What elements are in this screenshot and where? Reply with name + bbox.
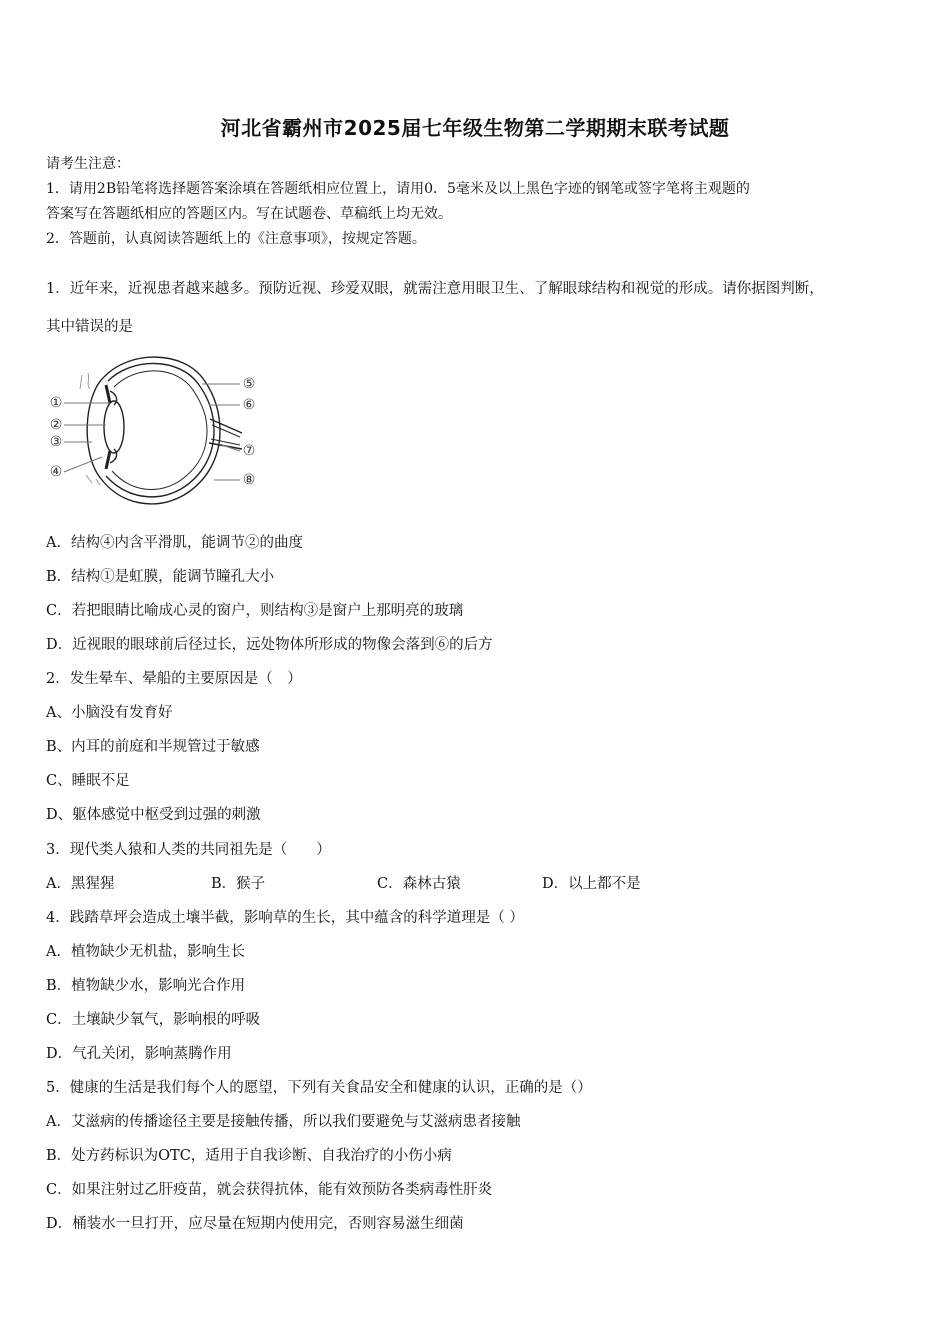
question-4-stem: 4．践踏草坪会造成土壤半截，影响草的生长，其中蕴含的科学道理是（ ）	[46, 910, 524, 926]
question-2-option-c: C、睡眠不足	[46, 773, 130, 789]
question-4-option-a: A．植物缺少无机盐，影响生长	[46, 944, 245, 960]
question-1-option-b: B．结构①是虹膜，能调节瞳孔大小	[46, 569, 275, 585]
question-2-option-a: A、小脑没有发育好	[46, 705, 173, 721]
notice-line-1-cont: 答案写在答题纸相应的答题区内。写在试题卷、草稿纸上均无效。	[46, 206, 452, 222]
question-3-option-b: B．猴子	[211, 876, 266, 892]
question-1-stem: 1．近年来，近视患者越来越多。预防近视、珍爱双眼，就需注意用眼卫生、了解眼球结构和视觉的形成。请你据图判断，	[46, 281, 824, 297]
label-1: ①	[49, 395, 63, 411]
notice-heading: 请考生注意：	[46, 156, 130, 172]
label-6: ⑥	[242, 397, 256, 413]
question-2-stem: 2．发生晕车、晕船的主要原因是（ ）	[46, 671, 302, 687]
question-3-options	[46, 872, 906, 892]
eyeball-diagram	[44, 345, 264, 510]
label-8: ⑧	[242, 472, 256, 488]
page-title: 河北省霸州市2025届七年级生物第二学期期末联考试题	[220, 116, 730, 140]
question-3-option-a: A．黑猩猩	[46, 876, 115, 892]
notice-line-2: 2．答题前，认真阅读答题纸上的《注意事项》，按规定答题。	[46, 231, 426, 247]
question-4-option-c: C．土壤缺少氧气，影响根的呼吸	[46, 1012, 261, 1028]
question-1-option-a: A．结构④内含平滑肌，能调节②的曲度	[46, 535, 303, 551]
question-3-option-c: C．森林古猿	[377, 876, 461, 892]
question-1-option-d: D．近视眼的眼球前后径过长，远处物体所形成的物像会落到⑥的后方	[46, 637, 493, 653]
question-5-option-c: C．如果注射过乙肝疫苗，就会获得抗体，能有效预防各类病毒性肝炎	[46, 1182, 493, 1198]
label-7: ⑦	[242, 443, 256, 459]
label-2: ②	[49, 417, 63, 433]
question-2-option-b: B、内耳的前庭和半规管过于敏感	[46, 739, 260, 755]
question-5-stem: 5．健康的生活是我们每个人的愿望，下列有关食品安全和健康的认识，正确的是（）	[46, 1080, 592, 1096]
question-3-stem: 3．现代类人猿和人类的共同祖先是（ ）	[46, 842, 331, 858]
question-4-option-b: B．植物缺少水，影响光合作用	[46, 978, 246, 994]
label-4: ④	[49, 464, 63, 480]
question-1-stem-cont: 其中错误的是	[46, 319, 133, 335]
question-5-option-d: D．桶装水一旦打开，应尽量在短期内使用完，否则容易滋生细菌	[46, 1216, 464, 1232]
question-2-option-d: D、躯体感觉中枢受到过强的刺激	[46, 807, 261, 823]
question-1-option-c: C．若把眼睛比喻成心灵的窗户，则结构③是窗户上那明亮的玻璃	[46, 603, 464, 619]
question-5-option-b: B．处方药标识为OTC，适用于自我诊断、自我治疗的小伤小病	[46, 1148, 452, 1164]
notice-line-1: 1．请用2B铅笔将选择题答案涂填在答题纸相应位置上，请用0．5毫米及以上黑色字迹的钢笔或签字笔将主观题的	[46, 181, 750, 197]
label-5: ⑤	[242, 376, 256, 392]
question-4-option-d: D．气孔关闭，影响蒸腾作用	[46, 1046, 232, 1062]
question-5-option-a: A．艾滋病的传播途径主要是接触传播，所以我们要避免与艾滋病患者接触	[46, 1114, 521, 1130]
label-3: ③	[49, 434, 63, 450]
question-3-option-d: D．以上都不是	[542, 876, 641, 892]
